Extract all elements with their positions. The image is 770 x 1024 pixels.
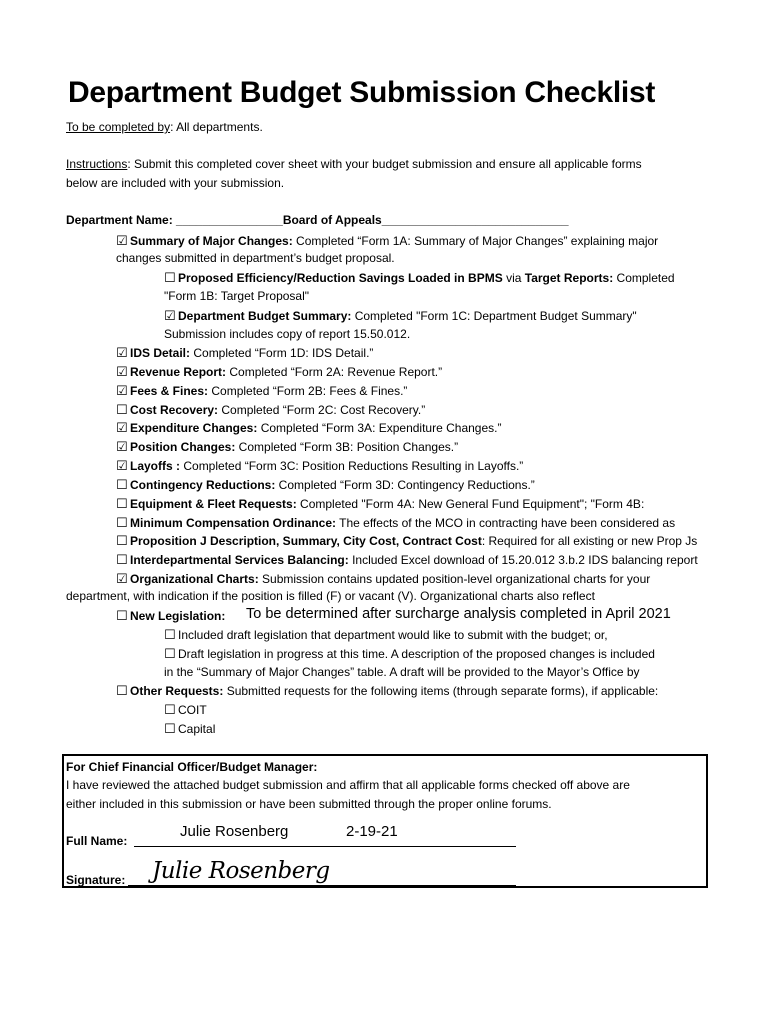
- item-revenue-report: [116, 364, 442, 380]
- revenue-text: Completed “Form 2A: Revenue Report.”: [226, 365, 443, 379]
- item-position-changes: [116, 439, 458, 455]
- efficiency-checkbox[interactable]: ☐: [164, 270, 176, 285]
- completed-by-value: : All departments.: [170, 120, 263, 134]
- cfo-text-1: I have reviewed the attached budget submission and affirm that all applicable forms checked off above are: [66, 778, 630, 792]
- full-name-line[interactable]: [134, 846, 516, 847]
- completed-by-line: [66, 120, 263, 135]
- prop-j-title: Proposition J Description, Summary, City Cost, Contract Cost: [130, 534, 482, 548]
- legislation-sub-2: [164, 646, 655, 662]
- ids-title: IDS Detail:: [130, 346, 191, 360]
- dept-summary-title: Department Budget Summary:: [178, 309, 352, 323]
- item-efficiency: [164, 270, 675, 286]
- instructions-line-1: [66, 157, 642, 172]
- org-charts-checkbox[interactable]: ☑: [116, 571, 128, 586]
- item-interdept: [116, 552, 710, 568]
- major-changes-text: Completed “Form 1A: Summary of Major Changes” explaining major: [292, 234, 659, 248]
- department-name-line: [66, 213, 569, 228]
- cost-recovery-text: Completed “Form 2C: Cost Recovery.”: [218, 403, 426, 417]
- interdept-checkbox[interactable]: ☐: [116, 552, 128, 567]
- efficiency-line-2: "Form 1B: Target Proposal": [164, 289, 310, 303]
- instructions-line-2: below are included with your submission.: [66, 176, 285, 190]
- prop-j-checkbox[interactable]: ☐: [116, 533, 128, 548]
- capital-text: Capital: [178, 722, 216, 736]
- fees-text: Completed “Form 2B: Fees & Fines.”: [208, 384, 408, 398]
- other-title: Other Requests:: [130, 684, 224, 698]
- efficiency-text: Completed: [613, 271, 675, 285]
- item-prop-j: [116, 533, 710, 549]
- item-contingency: [116, 477, 535, 493]
- expenditure-text: Completed “Form 3A: Expenditure Changes.”: [257, 421, 502, 435]
- mco-text: The effects of the MCO in contracting have been considered as: [336, 516, 676, 530]
- department-name-label: Department Name: ________________: [66, 213, 283, 227]
- prop-j-text: : Required for all existing or new Prop Js: [481, 534, 698, 548]
- revenue-checkbox[interactable]: ☑: [116, 364, 128, 379]
- item-other-requests: [116, 683, 658, 699]
- completed-by-label: To be completed by: [66, 120, 171, 134]
- item-expenditure-changes: [116, 420, 501, 436]
- item-mco: [116, 515, 710, 531]
- full-name-label: Full Name:: [66, 834, 128, 848]
- equipment-title: Equipment & Fleet Requests:: [130, 497, 297, 511]
- ids-text: Completed “Form 1D: IDS Detail.”: [190, 346, 374, 360]
- layoffs-checkbox[interactable]: ☑: [116, 458, 128, 473]
- contingency-title: Contingency Reductions:: [130, 478, 276, 492]
- item-cost-recovery: [116, 402, 425, 418]
- dept-summary-line-2: Submission includes copy of report 15.50.012.: [164, 327, 411, 341]
- legislation-title: New Legislation:: [130, 609, 226, 623]
- position-title: Position Changes:: [130, 440, 236, 454]
- equipment-text: Completed "Form 4A: New General Fund Equipment"; "Form 4B:: [296, 497, 645, 511]
- mco-title: Minimum Compensation Ordinance:: [130, 516, 337, 530]
- signature-line[interactable]: [128, 885, 516, 886]
- fees-checkbox[interactable]: ☑: [116, 383, 128, 398]
- major-changes-line-2: changes submitted in department’s budget proposal.: [116, 251, 395, 265]
- position-checkbox[interactable]: ☑: [116, 439, 128, 454]
- layoffs-text: Completed “Form 3C: Position Reductions Resulting in Layoffs.”: [180, 459, 524, 473]
- coit-checkbox[interactable]: ☐: [164, 702, 176, 717]
- dept-summary-text: Completed "Form 1C: Department Budget Summary": [351, 309, 637, 323]
- expenditure-title: Expenditure Changes:: [130, 421, 258, 435]
- contingency-text: Completed “Form 3D: Contingency Reductions.”: [275, 478, 535, 492]
- major-changes-title: Summary of Major Changes:: [130, 234, 293, 248]
- layoffs-title: Layoffs :: [130, 459, 181, 473]
- fees-title: Fees & Fines:: [130, 384, 209, 398]
- mco-checkbox[interactable]: ☐: [116, 515, 128, 530]
- item-layoffs: [116, 458, 523, 474]
- date-value: 2-19-21: [346, 823, 398, 840]
- item-new-legislation: [116, 608, 225, 624]
- cost-recovery-title: Cost Recovery:: [130, 403, 219, 417]
- item-org-charts: [116, 571, 710, 587]
- org-charts-line-2: department, with indication if the position is filled (F) or vacant (V). Organizational charts also reflect: [66, 589, 595, 603]
- legislation-checkbox[interactable]: ☐: [116, 608, 128, 623]
- revenue-title: Revenue Report:: [130, 365, 227, 379]
- signature-value: Julie Rosenberg: [152, 858, 330, 884]
- legislation-sub1-checkbox[interactable]: ☐: [164, 627, 176, 642]
- efficiency-title-2: Target Reports:: [524, 271, 614, 285]
- contingency-checkbox[interactable]: ☐: [116, 477, 128, 492]
- legislation-note: To be determined after surcharge analysis completed in April 2021: [246, 606, 671, 622]
- item-equipment: [116, 496, 710, 512]
- legislation-sub-1: [164, 627, 608, 643]
- legislation-sub2-text: Draft legislation in progress at this time. A description of the proposed changes is included: [178, 647, 655, 661]
- item-dept-summary: [164, 308, 637, 324]
- org-charts-title: Organizational Charts:: [130, 572, 259, 586]
- other-checkbox[interactable]: ☐: [116, 683, 128, 698]
- signature-label: Signature:: [66, 873, 126, 887]
- item-major-changes: [116, 233, 658, 249]
- cost-recovery-checkbox[interactable]: ☐: [116, 402, 128, 417]
- legislation-sub1-text: Included draft legislation that department would like to submit with the budget; or,: [178, 628, 608, 642]
- item-fees-fines: [116, 383, 407, 399]
- full-name-value: Julie Rosenberg: [180, 823, 289, 840]
- position-text: Completed “Form 3B: Position Changes.”: [235, 440, 459, 454]
- efficiency-title: Proposed Efficiency/Reduction Savings Loaded in BPMS: [178, 271, 503, 285]
- other-sub-capital: [164, 721, 215, 737]
- cfo-text-2: either included in this submission or have been submitted through the proper online forums.: [66, 797, 552, 811]
- major-changes-checkbox[interactable]: ☑: [116, 233, 128, 248]
- expenditure-checkbox[interactable]: ☑: [116, 420, 128, 435]
- ids-checkbox[interactable]: ☑: [116, 345, 128, 360]
- capital-checkbox[interactable]: ☐: [164, 721, 176, 736]
- equipment-checkbox[interactable]: ☐: [116, 496, 128, 511]
- department-name-value: Board of Appeals: [282, 213, 382, 227]
- other-text: Submitted requests for the following items (through separate forms), if applicable:: [223, 684, 659, 698]
- coit-text: COIT: [178, 703, 207, 717]
- interdept-title: Interdepartmental Services Balancing:: [130, 553, 349, 567]
- cfo-heading: For Chief Financial Officer/Budget Manager:: [66, 760, 318, 774]
- org-charts-text: Submission contains updated position-level organizational charts for your: [258, 572, 651, 586]
- efficiency-mid: via: [502, 271, 525, 285]
- instructions-text: : Submit this completed cover sheet with your budget submission and ensure all applicable forms: [127, 157, 642, 171]
- item-ids-detail: [116, 345, 373, 361]
- legislation-sub-2-line-2: in the “Summary of Major Changes” table. A draft will be provided to the Mayor’s Office by: [164, 665, 640, 679]
- dept-summary-checkbox[interactable]: ☑: [164, 308, 176, 323]
- page-title: Department Budget Submission Checklist: [68, 76, 656, 109]
- other-sub-coit: [164, 702, 207, 718]
- instructions-label: Instructions: [66, 157, 128, 171]
- department-name-trail: ____________________________: [381, 213, 569, 227]
- interdept-text: Included Excel download of 15.20.012 3.b.2 IDS balancing report: [348, 553, 698, 567]
- legislation-sub2-checkbox[interactable]: ☐: [164, 646, 176, 661]
